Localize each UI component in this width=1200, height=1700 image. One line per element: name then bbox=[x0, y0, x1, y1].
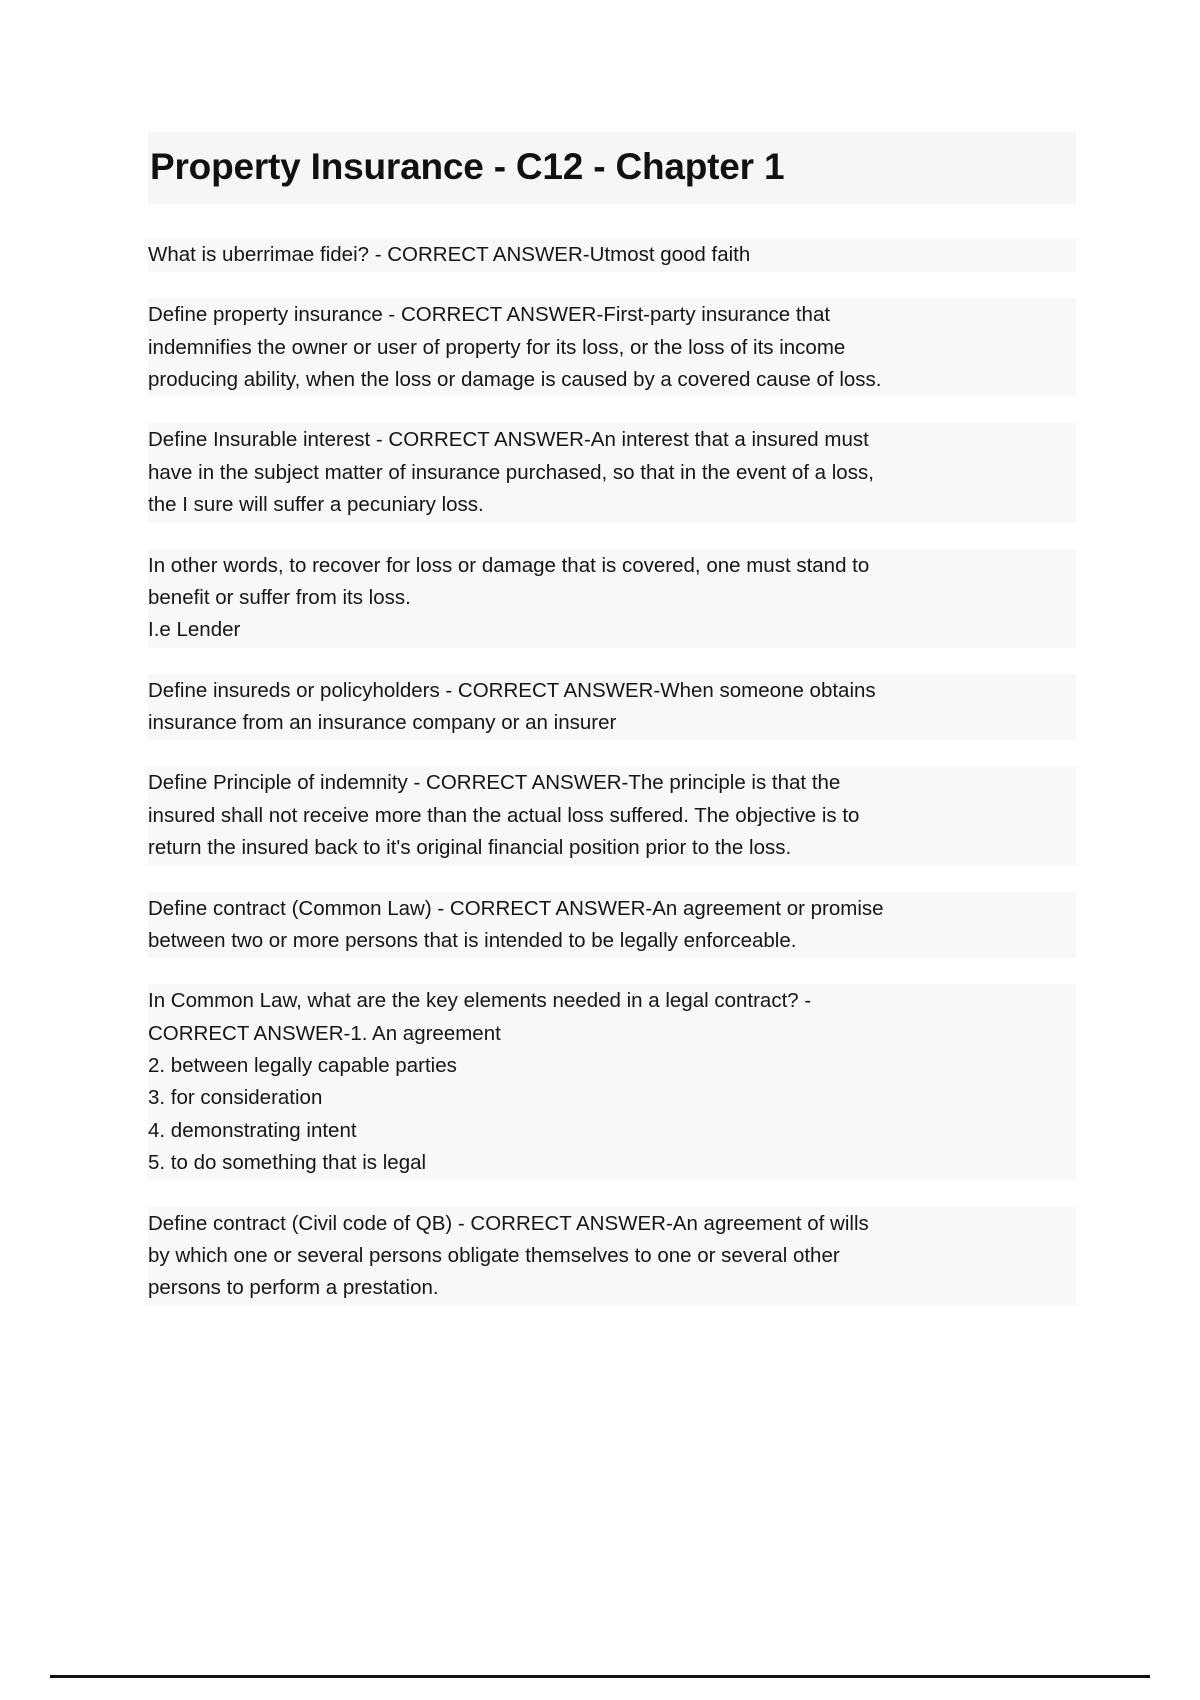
text-line: Define property insurance - CORRECT ANSWER-First-party insurance that bbox=[148, 303, 831, 327]
text-line: benefit or suffer from its loss. bbox=[148, 585, 411, 609]
text-line: What is uberrimae fidei? - CORRECT ANSWER-Utmost good faith bbox=[148, 242, 751, 266]
text-line: have in the subject matter of insurance purchased, so that in the event of a loss, bbox=[148, 460, 874, 484]
text-block-1 bbox=[148, 238, 1076, 272]
text-line: the I sure will suffer a pecuniary loss. bbox=[148, 493, 484, 517]
text-line: persons to perform a prestation. bbox=[148, 1276, 439, 1300]
document-body bbox=[148, 132, 1076, 1332]
text-line: between two or more persons that is intended to be legally enforceable. bbox=[148, 928, 797, 952]
page-footer-rule bbox=[50, 1675, 1150, 1678]
text-block-6 bbox=[148, 766, 1076, 865]
text-line: Define contract (Common Law) - CORRECT ANSWER-An agreement or promise bbox=[148, 896, 884, 920]
text-line: Define Insurable interest - CORRECT ANSWER-An interest that a insured must bbox=[148, 428, 869, 452]
text-line: 2. between legally capable parties bbox=[148, 1054, 457, 1078]
text-block-8 bbox=[148, 984, 1076, 1180]
text-line: I.e Lender bbox=[148, 618, 241, 642]
text-line: 5. to do something that is legal bbox=[148, 1151, 427, 1175]
text-line: Define insureds or policyholders - CORRECT ANSWER-When someone obtains bbox=[148, 678, 876, 702]
text-block-9 bbox=[148, 1207, 1076, 1306]
text-line: by which one or several persons obligate themselves to one or several other bbox=[148, 1243, 840, 1267]
text-line: return the insured back to it's original financial position prior to the loss. bbox=[148, 836, 792, 860]
text-line: indemnifies the owner or user of property for its loss, or the loss of its income bbox=[148, 335, 846, 359]
text-line: CORRECT ANSWER-1. An agreement bbox=[148, 1021, 501, 1045]
text-line: In other words, to recover for loss or damage that is covered, one must stand to bbox=[148, 553, 870, 577]
text-line: Define contract (Civil code of QB) - CORRECT ANSWER-An agreement of wills bbox=[148, 1211, 869, 1235]
text-block-4 bbox=[148, 549, 1076, 648]
page-title: Property Insurance - C12 - Chapter 1 bbox=[148, 132, 1076, 204]
text-line: insured shall not receive more than the actual loss suffered. The objective is to bbox=[148, 803, 860, 827]
text-block-2 bbox=[148, 298, 1076, 397]
text-line: 3. for consideration bbox=[148, 1086, 323, 1110]
text-line: 4. demonstrating intent bbox=[148, 1118, 357, 1142]
text-line: producing ability, when the loss or damage is caused by a covered cause of loss. bbox=[148, 368, 882, 392]
text-block-3 bbox=[148, 423, 1076, 522]
text-block-5 bbox=[148, 674, 1076, 741]
text-line: insurance from an insurance company or an insurer bbox=[148, 711, 617, 735]
text-line: Define Principle of indemnity - CORRECT ANSWER-The principle is that the bbox=[148, 771, 841, 795]
text-block-7 bbox=[148, 892, 1076, 959]
text-line: In Common Law, what are the key elements needed in a legal contract? - bbox=[148, 989, 812, 1013]
